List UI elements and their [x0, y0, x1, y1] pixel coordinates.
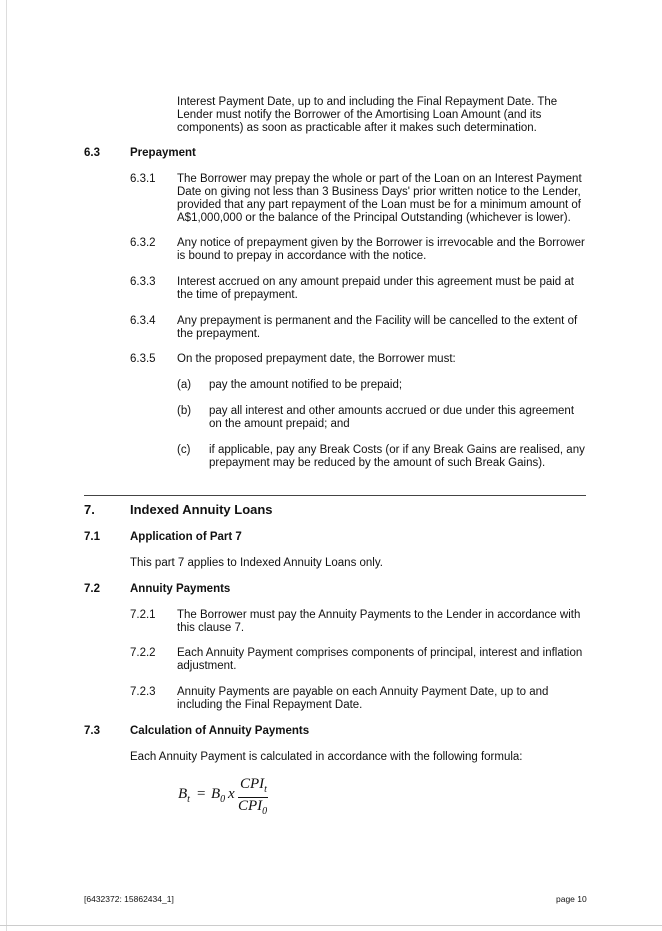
clause-6-3-4-number: 6.3.4 — [130, 315, 156, 327]
section-divider — [84, 495, 586, 496]
formula-times: x — [228, 786, 235, 802]
subclause-b-text: pay all interest and other amounts accrued or due under this agreement on the amount prepaid; and — [209, 405, 575, 430]
section-7-3-text: Each Annuity Payment is calculated in accordance with the following formula: — [130, 751, 523, 763]
clause-7-2-1-text: The Borrower must pay the Annuity Payments to the Lender in accordance with this clause 7. — [177, 609, 581, 634]
section-7-3-number: 7.3 — [84, 725, 100, 737]
clause-7-2-1-number: 7.2.1 — [130, 609, 156, 621]
clause-6-3-2-number: 6.3.2 — [130, 237, 156, 249]
formula-lhs: $B_t$ — [178, 786, 190, 805]
clause-7-2-2-text: Each Annuity Payment comprises components of principal, interest and inflation adjustment. — [177, 647, 583, 672]
document-reference: [6432372: 15862434_1] — [84, 894, 174, 904]
clause-7-2-3-text: Annuity Payments are payable on each Annuity Payment Date, up to and including the Final Repayment Date. — [177, 686, 549, 711]
clause-6-3-2-text: Any notice of prepayment given by the Borrower is irrevocable and the Borrower is bound to prepay in accordance with the notice. — [177, 237, 585, 262]
subclause-c-text: if applicable, pay any Break Costs (or if any Break Gains are realised, any prepayment may be reduced by the amount of such Break Gains). — [209, 444, 585, 469]
clause-6-3-3-text: Interest accrued on any amount prepaid under this agreement must be paid at the time of prepayment. — [177, 276, 574, 301]
clause-7-2-3-number: 7.2.3 — [130, 686, 156, 698]
clause-6-3-1-number: 6.3.1 — [130, 173, 156, 185]
section-7-1-title: Application of Part 7 — [130, 531, 242, 543]
scan-bottom-edge — [0, 925, 662, 926]
section-7-1-number: 7.1 — [84, 531, 100, 543]
page-number: page 10 — [556, 894, 587, 904]
formula-denominator: $CPI_0$ — [238, 798, 268, 817]
clause-7-2-2-number: 7.2.2 — [130, 647, 156, 659]
formula-b0: $B_0$ — [211, 786, 226, 805]
section-7-number: 7. — [84, 502, 95, 517]
clause-6-3-3-number: 6.3.3 — [130, 276, 156, 288]
clause-6-3-5-text: On the proposed prepayment date, the Borrower must: — [177, 353, 456, 365]
subclause-a-text: pay the amount notified to be prepaid; — [209, 379, 403, 391]
clause-6-3-4-text: Any prepayment is permanent and the Facility will be cancelled to the extent of the prepayment. — [177, 315, 578, 340]
scan-left-edge — [6, 0, 7, 931]
subclause-b-number: (b) — [177, 405, 192, 417]
clause-6-3-5-number: 6.3.5 — [130, 353, 156, 365]
section-6-3-title: Prepayment — [130, 147, 196, 159]
subclause-c-number: (c) — [177, 444, 191, 456]
clause-6-3-1-text: The Borrower may prepay the whole or part of the Loan on an Interest Payment Date on giving not less than 3 Business Days' prior written notice to the Lender, provided that any part repayment of the Loan must be for a minimum amount of A$1,000,000 or the balance of the Principal Outstanding (whichever is lower). — [177, 173, 582, 224]
intro-paragraph: Interest Payment Date, up to and including the Final Repayment Date. The Lender must notify the Borrower of the Amortising Loan Amount (and its components) as soon as practicable after it makes such determination. — [177, 96, 558, 134]
formula-numerator: $CPI_t$ — [240, 776, 267, 795]
section-7-1-text: This part 7 applies to Indexed Annuity Loans only. — [130, 557, 383, 569]
section-6-3-number: 6.3 — [84, 147, 100, 159]
section-7-2-number: 7.2 — [84, 583, 100, 595]
formula-equals: = — [197, 786, 206, 802]
section-7-3-title: Calculation of Annuity Payments — [130, 725, 310, 737]
section-7-2-title: Annuity Payments — [130, 583, 231, 595]
section-7-title: Indexed Annuity Loans — [130, 502, 273, 517]
subclause-a-number: (a) — [177, 379, 192, 391]
